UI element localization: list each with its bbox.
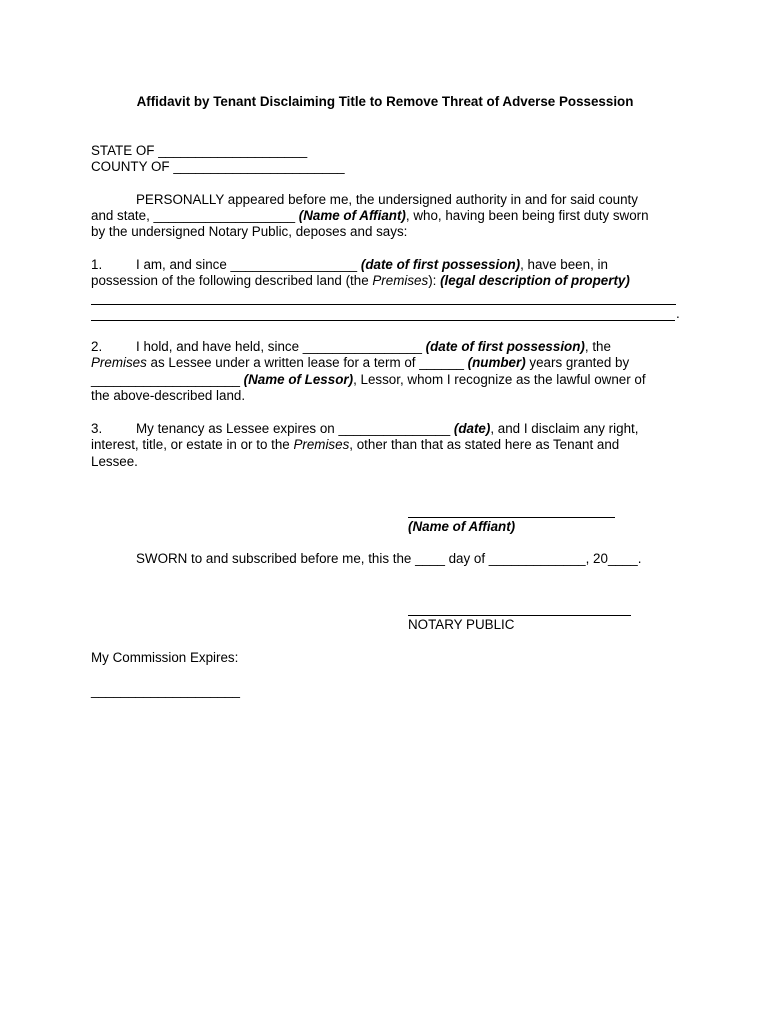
legal-description-blank-2 <box>91 320 675 321</box>
premises-term: Premises <box>293 437 350 452</box>
document-title: Affidavit by Tenant Disclaiming Title to Remove Threat of Adverse Possession <box>136 94 634 109</box>
commission-expires-label: My Commission Expires: <box>91 650 239 665</box>
p2-text: , Lessor, whom I recognize as the lawful owner of <box>353 372 646 387</box>
intro-line-2 <box>91 208 649 224</box>
p1-text: , have been, in <box>520 257 608 272</box>
lessor-name-placeholder: (Name of Lessor) <box>243 372 354 387</box>
paragraph-3-line-2 <box>91 437 619 453</box>
paragraph-2-line-4: the above-described land. <box>91 388 246 403</box>
p1-text: ): <box>428 273 441 288</box>
notary-public-label: NOTARY PUBLIC <box>408 617 515 632</box>
commission-expires-blank: ____________________ <box>91 683 240 698</box>
intro-line-3: by the undersigned Notary Public, deposes and says: <box>91 224 408 239</box>
date-placeholder: (date of first possession) <box>360 257 521 272</box>
intro-text: , who, having been being first duty sworn <box>405 208 649 223</box>
p1-text: I am, and since _________________ <box>136 257 361 272</box>
affiant-signature-line <box>408 517 615 518</box>
p1-text: possession of the following described land (the <box>91 273 373 288</box>
paragraph-3-number: 3. <box>91 421 103 436</box>
intro-line-1: PERSONALLY appeared before me, the undersigned authority in and for said county <box>136 192 638 207</box>
affiant-signature-label: (Name of Affiant) <box>408 519 516 534</box>
premises-term: Premises <box>372 273 429 288</box>
notary-signature-line <box>408 615 631 616</box>
state-line: STATE OF ____________________ <box>91 143 308 158</box>
p2-text: years granted by <box>525 355 630 370</box>
paragraph-2-line-2 <box>91 355 629 371</box>
legal-description-blank-1 <box>91 304 676 305</box>
p2-text: as Lessee under a written lease for a term of ______ <box>146 355 468 370</box>
legal-description-period: . <box>676 306 680 321</box>
p3-text: interest, title, or estate in or to the <box>91 437 294 452</box>
paragraph-2-number: 2. <box>91 339 103 354</box>
affiant-name-placeholder: (Name of Affiant) <box>298 208 406 223</box>
p2-text: I hold, and have held, since ________________ <box>136 339 426 354</box>
intro-text: and state, ___________________ <box>91 208 299 223</box>
paragraph-1-number: 1. <box>91 257 103 272</box>
paragraph-1-line-1 <box>136 257 608 273</box>
p2-text: , the <box>584 339 611 354</box>
number-placeholder: (number) <box>467 355 526 370</box>
sworn-statement: SWORN to and subscribed before me, this the ____ day of _____________, 20____. <box>136 551 642 566</box>
date-placeholder: (date of first possession) <box>425 339 585 354</box>
paragraph-2-line-1 <box>136 339 611 355</box>
county-line: COUNTY OF _______________________ <box>91 159 345 174</box>
paragraph-3-line-1 <box>136 421 638 437</box>
date-placeholder: (date) <box>453 421 491 436</box>
paragraph-2-line-3 <box>91 372 646 388</box>
p3-text: , other than that as stated here as Tenant and <box>349 437 620 452</box>
paragraph-3-line-3: Lessee. <box>91 454 138 469</box>
paragraph-1-line-2 <box>91 273 630 289</box>
p2-text: ____________________ <box>91 372 244 387</box>
legal-description-placeholder: (legal description of property) <box>440 273 630 288</box>
p3-text: My tenancy as Lessee expires on _______________ <box>136 421 454 436</box>
p3-text: , and I disclaim any right, <box>490 421 639 436</box>
premises-term: Premises <box>91 355 147 370</box>
